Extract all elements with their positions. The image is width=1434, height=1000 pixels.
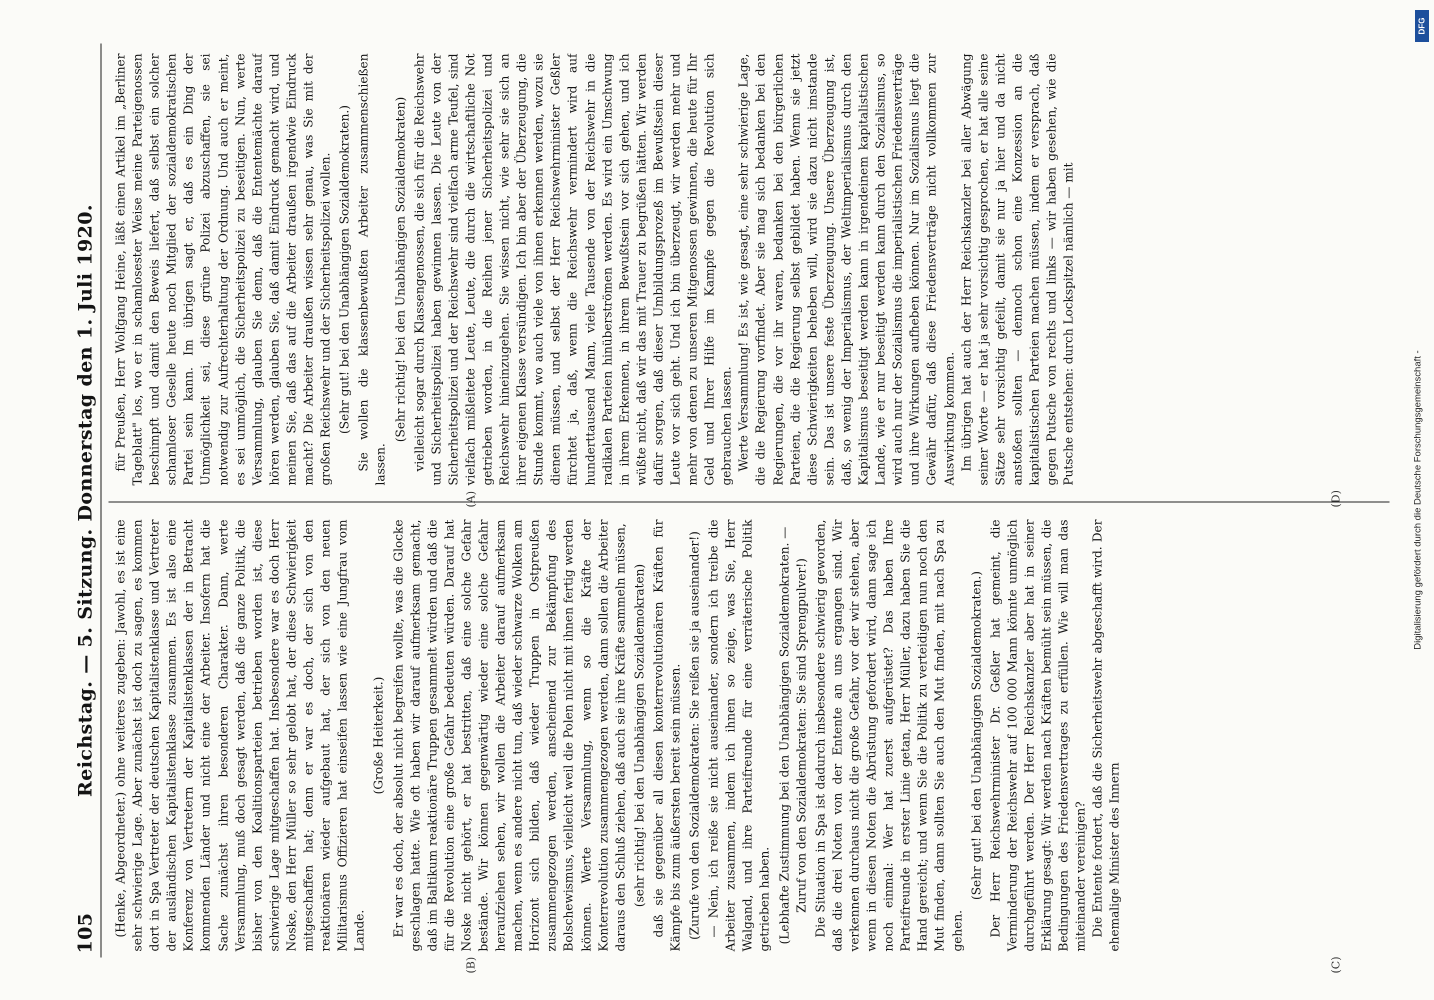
paragraph: daß sie gegenüber all diesen konterrevolutionären Kräften für Kämpfe bis zum äußersten bereit sein müssen. (651, 519, 683, 952)
text-column-right (113, 54, 1390, 486)
paragraph: Die Situation in Spa ist dadurch insbesondere schwierig geworden, daß die drei Noten von der Entente an uns ergangen sind. Wir verkennen durchaus nicht die große Gefahr, vor der wir stehen, aber wenn in diesen Noten die Abrüstung gefordert wird, dann sage ich noch einmal: Wer hat zuerst aufgerüstet? Das haben Ihre Parteifreunde in erster Linie getan, Herr Müller, dazu haben Sie die Hand gereicht; und wenn Sie die Politik zu verteidigen nun noch den Mut finden, dann sollten Sie auch den Mut finden, mit nach Spa zu gehen. (813, 519, 964, 952)
paragraph: Im übrigen hat auch der Herr Reichskanzler bei aller Abwägung seiner Worte — er hat ja sehr vorsichtig gesprochen, er hat alle seine Sätze sehr vorsichtig gefeilt, damit sie nur ja hier und da nicht anstoßen sollten — dennoch schon eine Konzession an die kapitalistischen Parteien machen müssen, indem er versprach, daß gegen Putsche von rechts und links — wir haben gesehen, wie die Putsche entstehen: durch Lockspitzel nämlich — mit (959, 53, 1076, 486)
digitization-credit (1405, 10, 1431, 990)
column-divider (109, 502, 1390, 503)
paragraph: Die Entente fordert, daß die Sicherheitswehr abgeschafft wird. Der ehemalige Minister des Innern (1090, 519, 1122, 952)
page-number: 105 (74, 912, 97, 954)
interjection: (Sehr gut! bei den Unabhängigen Sozialdemokraten.) (969, 571, 984, 900)
paragraph: Werte Versammlung! Es ist, wie gesagt, eine sehr schwierige Lage, die die Regierung vorfindet. Aber sie mag sich bedanken bei den Regierungen, die vor ihr waren, bedanken bei den bürgerlichen Parteien, die die Regierung selbst gebildet haben. Wenn sie jetzt diese Schwierigkeiten beheben will, wird sie dazu nicht imstande sein. Das ist unsere feste Überzeugung. Unsere Überzeugung ist, daß, so wenig der Imperialismus, der Weltimperialismus durch den Kapitalismus beseitigt werden kann in irgendeinem kapitalistischen Lande, wie er nur beseitigt werden kann durch den Sozialismus, so wird auch nur der Sozialismus die imperialistischen Friedensverträge und ihre Wirkungen aufheben können. Nur im Sozialismus liegt die Gewähr dafür, daß diese Friedensverträge nicht vollkommen zur Auswirkung kommen. (736, 53, 956, 486)
paragraph: (Henke, Abgeordneter.) ohne weiteres zugeben: Jawohl, es ist eine sehr schwierige Lage. Aber zunächst ist doch zu sagen, es kommen dort in Spa Vertreter der deutschen Kapitalistenklasse und Vertreter der ausländischen Kapitalistenklasse zusammen. Es ist also eine Konferenz von Vertretern der Kapitalistenklassen der in Betracht kommenden Länder und nicht eine der Arbeiter. Insofern hat die Sache zunächst ihren besonderen Charakter. Dann, werte Versammlung, muß doch gesagt werden, daß die ganze Politik, die bisher von den Koalitionsparteien betrieben worden ist, diese schwierige Lage mitgeschaffen hat. Insbesondere war es doch Herr Noske, den Herr Müller so sehr gelobt hat, der diese Schwierigkeit mitgeschaffen hat; denn er war es doch, der sich von den reaktionären wieder aufgebaut hat, der sich von den neuen Militarismus Offizieren hat einseifen lassen wie eine Jungfrau vom Lande. (113, 519, 367, 952)
margin-marker-b: (B) (464, 956, 478, 974)
paragraph: Sie wollen die klassenbewußten Arbeiter zusammenschießen lassen. (356, 53, 388, 486)
interjection: (Sehr gut! bei den Unabhängigen Sozialdemokraten.) (337, 105, 352, 434)
running-head (71, 44, 102, 958)
interjection: (Sehr richtig! bei den Unabhängigen Sozialdemokraten) (393, 96, 407, 443)
paragraph: Der Herr Reichswehrminister Dr. Geßler hat gemeint, die Verminderung der Reichswehr auf 100 000 Mann könnte unmöglich durchgeführt werden. Der Herr Reichskanzler aber hat in seiner Erklärung gesagt: Wir werden nach Kräften bemüht sein müssen, die Bedingungen des Friedensvertrages zu erfüllen. Wie will man das miteinander vereinigen? (988, 519, 1088, 952)
interjection: (Lebhafte Zustimmung bei den Unabhängigen Sozialdemokraten. — Zuruf von den Sozialdemokraten: Sie sind Sprengpulver!) (777, 526, 809, 945)
interjection: (Zurufe von den Sozialdemokraten: Sie reißen sie ja auseinander!) (687, 531, 702, 940)
paragraph: Er war es doch, der absolut nicht begreifen wollte, was die Glocke geschlagen hatte. Wie oft haben wir darauf aufmerksam gemacht, daß im Baltikum reaktionäre Truppen gesammelt würden und daß die für die Revolution eine große Gefahr bedeuten würden. Darauf hat Noske nicht gehört, er hat bestritten, daß eine solche Gefahr bestände. Wir können gegenwärtig wieder eine solche Gefahr heraufziehen sehen, wir wollen die Arbeiter darauf aufmerksam machen, wenn es andere nicht tun, daß wieder schwarze Wolken am Horizont sich bilden, daß wieder Truppen in Ostpreußen zusammengezogen werden, anscheinend zur Bekämpfung des Bolschewismus, vielleicht weil die Polen nicht mit ihnen fertig werden können. Werte Versammlung, wenn so die Kräfte der Konterrevolution zusammengezogen werden, dann sollen die Arbeiter daraus den Schluß ziehen, daß auch sie ihre Kräfte sammeln müssen, (391, 519, 628, 952)
dfg-logo-text: DFG (1417, 17, 1427, 35)
page-title: Reichstag. — 5. Sitzung. Donnerstag den 1. Juli 1920. (74, 204, 97, 797)
paragraph: vielleicht sogar durch Klassengenossen, die sich für die Reichswehr und Sicherheitspolizei haben gewinnen lassen. Die Leute von der Sicherheitspolizei und der Reichswehr sind vielfach arme Teufel, sind vielfach mißleitete Leute, Leute, die durch die wirtschaftliche Not getrieben worden, in die Reihen jener Sicherheitspolizei und Reichswehr hineinzugehen. Sie wissen nicht, wie sehr sie sich an ihrer eigenen Klasse versündigen. Ich bin aber der Überzeugung, die Stunde kommt, wo auch viele von ihnen erkennen werden, wozu sie dienen müssen, und selbst der Herr Reichswehrminister Geßler fürchtet ja, daß, wenn die Reichswehr vermindert wird auf hunderttausend Mann, viele Tausende von der Reichswehr in die radikalen Parteien hinüberströmen werden. Es wird ein Umschwung in ihrem Erkennen, in ihrem Bewußtsein vor sich gehen, und ich wüßte nicht, daß wir das mit Trauer zu begrüßen hätten. Wir werden dafür sorgen, daß dieser Umbildungsprozeß im Bewußtsein dieser Leute vor sich geht. Und ich bin überzeugt, wir werden mehr und mehr von denen zu unseren Mitgenossen gewinnen, die heute für Ihr Geld und Ihrer Hilfe im Kampfe gegen die Revolution sich gebrauchen lassen. (412, 53, 734, 486)
interjection: (sehr richtig! bei den Unabhängigen Sozialdemokraten) (632, 563, 647, 908)
rotated-newspaper-sheet (65, 36, 1400, 974)
margin-marker-c: (C) (1329, 956, 1343, 974)
margin-marker-a: (A) (464, 490, 478, 508)
paragraph: — Nein, ich reiße sie nicht auseinander, sondern ich treibe die Arbeiter zusammen, indem ich ihnen so zeige, was Sie, Herr Walgand, und ihre Parteifreunde für eine verräterische Politik getrieben haben. (706, 519, 772, 952)
margin-marker-d: (D) (1329, 490, 1343, 508)
dfg-logo (1415, 10, 1429, 42)
text-column-left (113, 520, 1390, 952)
credit-text: Digitalisierung gefördert durch die Deutsche Forschungsgemeinschaft - (1412, 350, 1424, 650)
paragraph: für Preußen, Herr Wolfgang Heine, läßt einen Artikel im „Berliner Tageblatt" los, wo er in schamlosester Weise meine Parteigenossen beschimpft und damit den Beweis liefert, daß selbst ein solcher schamloser Geselle heute noch Mitglied der sozialdemokratischen Partei sein kann. Im übrigen sagt er, daß es ein Ding der Unmöglichkeit sei, diese grüne Polizei abzuschaffen, sie sei notwendig zur Aufrechterhaltung der Ordnung. Und auch er meint, es sei unmöglich, die Sicherheitspolizei zu beseitigen. Nun, werte Versammlung, glauben Sie denn, daß die Ententemächte darauf hören werden, glauben Sie, daß damit Eindruck gemacht wird, und meinen Sie, daß das auf die Arbeiter draußen irgendwie Eindruck macht? Die Arbeiter draußen wissen sehr genau, was Sie mit der großen Reichswehr und der Sicherheitspolizei wollen. (113, 53, 333, 486)
interjection: (Große Heiterkeit.) (371, 676, 386, 795)
